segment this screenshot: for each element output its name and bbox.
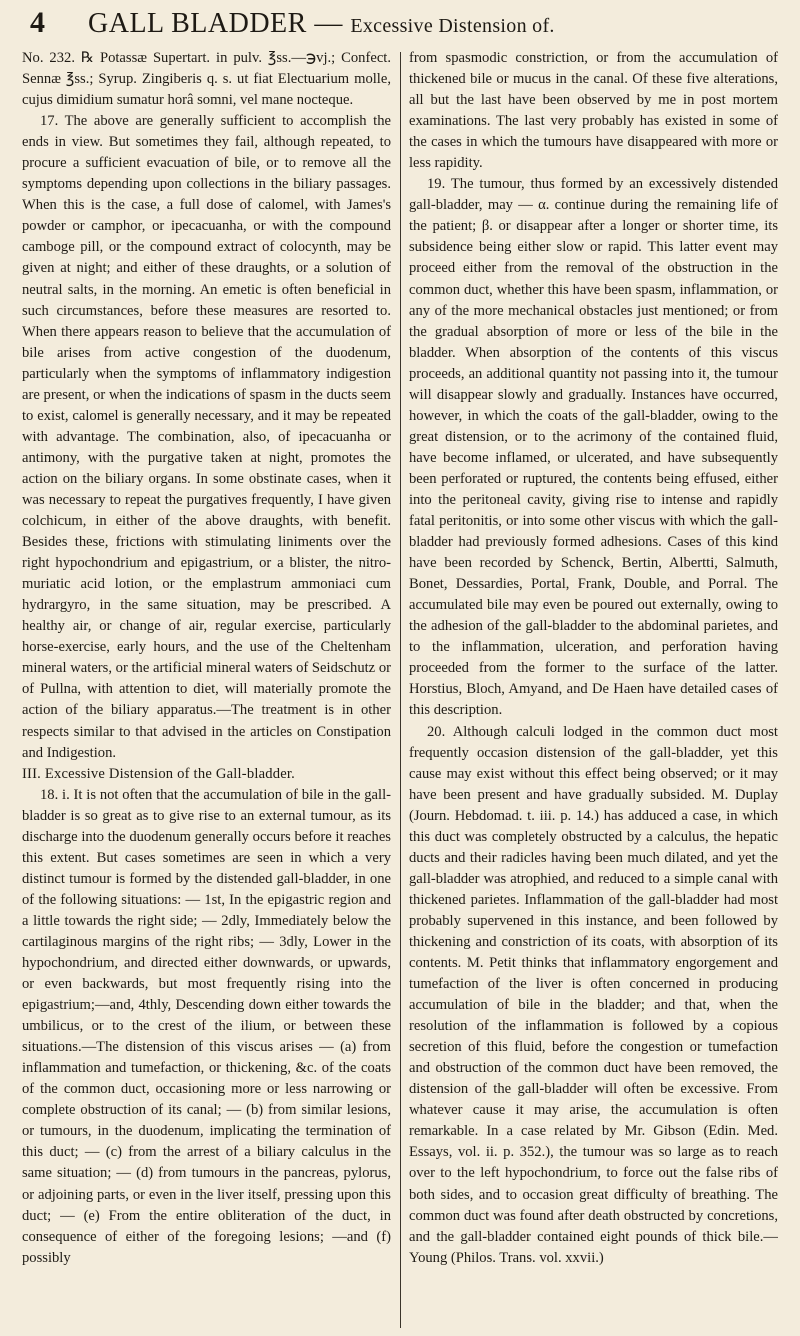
paragraph-18: 18. i. It is not often that the accumulation of bile in the gall-bladder is so great as to give rise to an external tumour, as its discharge into the duodenum generally occurs before it reaches this extent. But cases sometimes are seen in which a very distinct tumour is formed by the distended gall-bladder, in one of the following situations: — 1st, In the epigastric region and a little towards the right side; — 2dly, Immediately below the cartilaginous margins of the right ribs; — 3dly, Lower in the hypochondrium, and directed either downwards, or upwards, or even backwards, but most frequently rising into the epigastrium;—and, 4thly, Descending down either towards the umbilicus, or to the crest of the ilium, or between these situations.—The distension of this viscus arises — (a) from inflammation and tumefaction, or thickening, &c. of the coats of the common duct, occasioning more or less narrowing or complete obstruction of its canal; — (b) from similar lesions, or tumours, in the duodenum, implicating the termination of this duct; — (c) from the arrest of a biliary calculus in the same situation; — (d) from tumours in the pancreas, pylorus, or adjoining parts, or even in the liver itself, pressing upon this duct; — (e) From the entire obliteration of the duct, in consequence of either of the foregoing lesions; —and (f) possibly xyxy=(22,786,391,1266)
page-number: 4 xyxy=(30,6,45,39)
page-header xyxy=(22,6,778,46)
running-title xyxy=(88,8,555,40)
paragraph-19: 19. The tumour, thus formed by an excessively distended gall-bladder, may — α. continue during the remaining life of the patient; β. or disappear after a longer or shorter time, its subsidence being either slow or rapid. This latter event may proceed either from the removal of the obstruction in the common duct, whether this have been spasm, inflammation, or any of the more mechanical obstacles just mentioned; or from the gradual absorption of more or less of the bile in the bladder. When absorption of the contents of this viscus proceeds, an additional quantity not passing into it, the tumour will disappear slowly and gradually. Instances have occurred, however, in which the coats of the gall-bladder, owing to the great distension, or to the acrimony of the contained fluid, have become inflamed, or ulcerated, and have subsequently been perforated or ruptured, the contents being effused, either into the peritoneal cavity, giving rise to intense and rapidly fatal peritonitis, or into some other viscus with which the gall-bladder had previously formed adhesions. Cases of this kind have been recorded by Schenck, Bertin, Albertti, Salmuth, Bonet, Dessardies, Portal, Frank, Double, and Porral. The accumulated bile may even be poured out externally, owing to the adhesion of the gall-bladder to the abdominal parietes, and to the inflammation, ulceration, and perforation having proceeded from the former to the surface of the latter. Horstius, Bloch, Amyand, and De Haen have detailed cases of this description. xyxy=(409,176,778,719)
running-title-dash: — xyxy=(306,8,351,39)
paragraph-20: 20. Although calculi lodged in the common duct most frequently occasion distension of the gall-bladder, yet this cause may exist without this effect being observed; or it may have been present and have gradually subsided. M. Duplay (Journ. Hebdomad. t. iii. p. 14.) has adduced a case, in which this duct was completely obstructed by a calculus, the hepatic ducts and their radicles having been much dilated, and yet the gall-bladder was atrophied, and reduced to a simple canal with thickened parietes. Inflammation of the gall-bladder had most probably supervened in this instance, and been followed by thickening and constriction of its coats, with absorption of its contents. M. Petit thinks that inflammatory engorgement and tumefaction of the liver is often concerned in producing accumulation of bile in the bladder; and that, when the resolution of the inflammation is followed by a copious secretion of this fluid, before the congestion or tumefaction and obstruction of the common duct have been removed, the distension of the gall-bladder will often be excessive. From whatever cause it may arise, the accumulation is often remarkable. In a case related by Mr. Gibson (Edin. Med. Essays, vol. ii. p. 352.), the tumour was so large as to reach over to the left hypochondrium, to force out the false ribs of both sides, and to occasion great difficulty of breathing. The common duct was found after death obstructed by concretions, and the gall-bladder contained eight pounds of thick bile.—Young (Philos. Trans. vol. xxvii.) xyxy=(409,723,778,1266)
right-column xyxy=(409,48,778,1328)
section-heading: III. Excessive Distension of the Gall-bladder. xyxy=(22,765,296,782)
running-title-main: GALL BLADDER xyxy=(88,8,307,39)
paragraph-17: 17. The above are generally sufficient to accomplish the ends in view. But sometimes they fail, although repeated, to procure a sufficient evacuation of bile, or to remove all the symptoms depending upon collections in the biliary passages. When this is the case, a full dose of calomel, with James's powder or camphor, or ipecacuanha, or with the compound camboge pill, or the compound extract of colocynth, may be given at night; and either of these draughts, or a solution of neutral salts, in the morning. An emetic is often beneficial in such circumstances, before these measures are resorted to. When there appears reason to believe that the accumulation of bile arises from active congestion of the duodenum, particularly when the symptoms of inflammatory indigestion are present, or when the indications of spasm in the ducts seem to exist, calomel is generally necessary, and it may be repeated with advantage. The combination, also, of ipecacuanha or antimony, with the purgative taken at night, promotes the action on the biliary organs. In some obstinate cases, when it was necessary to repeat the purgatives frequently, I have given colchicum, in either of the above draughts, with benefit. Besides these, frictions with stimulating liniments over the right hypochondrium and epigastrium, or a blister, the nitro-muriatic acid lotion, or the emplastrum ammoniaci cum hydrargyro, in the same situation, may be prescribed. A healthy air, or change of air, regular exercise, particularly horse-exercise, early hours, and the use of the Cheltenham mineral waters, or the artificial mineral waters of Seidschutz or of Pullna, with attention to diet, will materially promote the action of the biliary apparatus.—The treatment is in other respects similar to that advised in the articles on Constipation and Indigestion. xyxy=(22,113,391,761)
paragraph-18-continued: from spasmodic constriction, or from the accumulation of thickened bile or mucus in the canal. Of these five alterations, all but the last have been observed by me in post mortem examinations. The last very probably has existed in some of the cases in which the tumours have disappeared with more or less rapidity. xyxy=(409,50,778,172)
text-columns xyxy=(22,48,778,1328)
column-divider xyxy=(400,52,401,1328)
left-column xyxy=(22,48,391,1328)
prescription-paragraph: No. 232. ℞ Potassæ Supertart. in pulv. ℥ss.—℈vj.; Confect. Sennæ ℥ss.; Syrup. Zingiberis q. s. ut fiat Electuarium molle, cujus dimidium sumatur horâ somni, vel mane nocteque. xyxy=(22,50,391,109)
running-title-sub: Excessive Distension of. xyxy=(350,15,555,37)
